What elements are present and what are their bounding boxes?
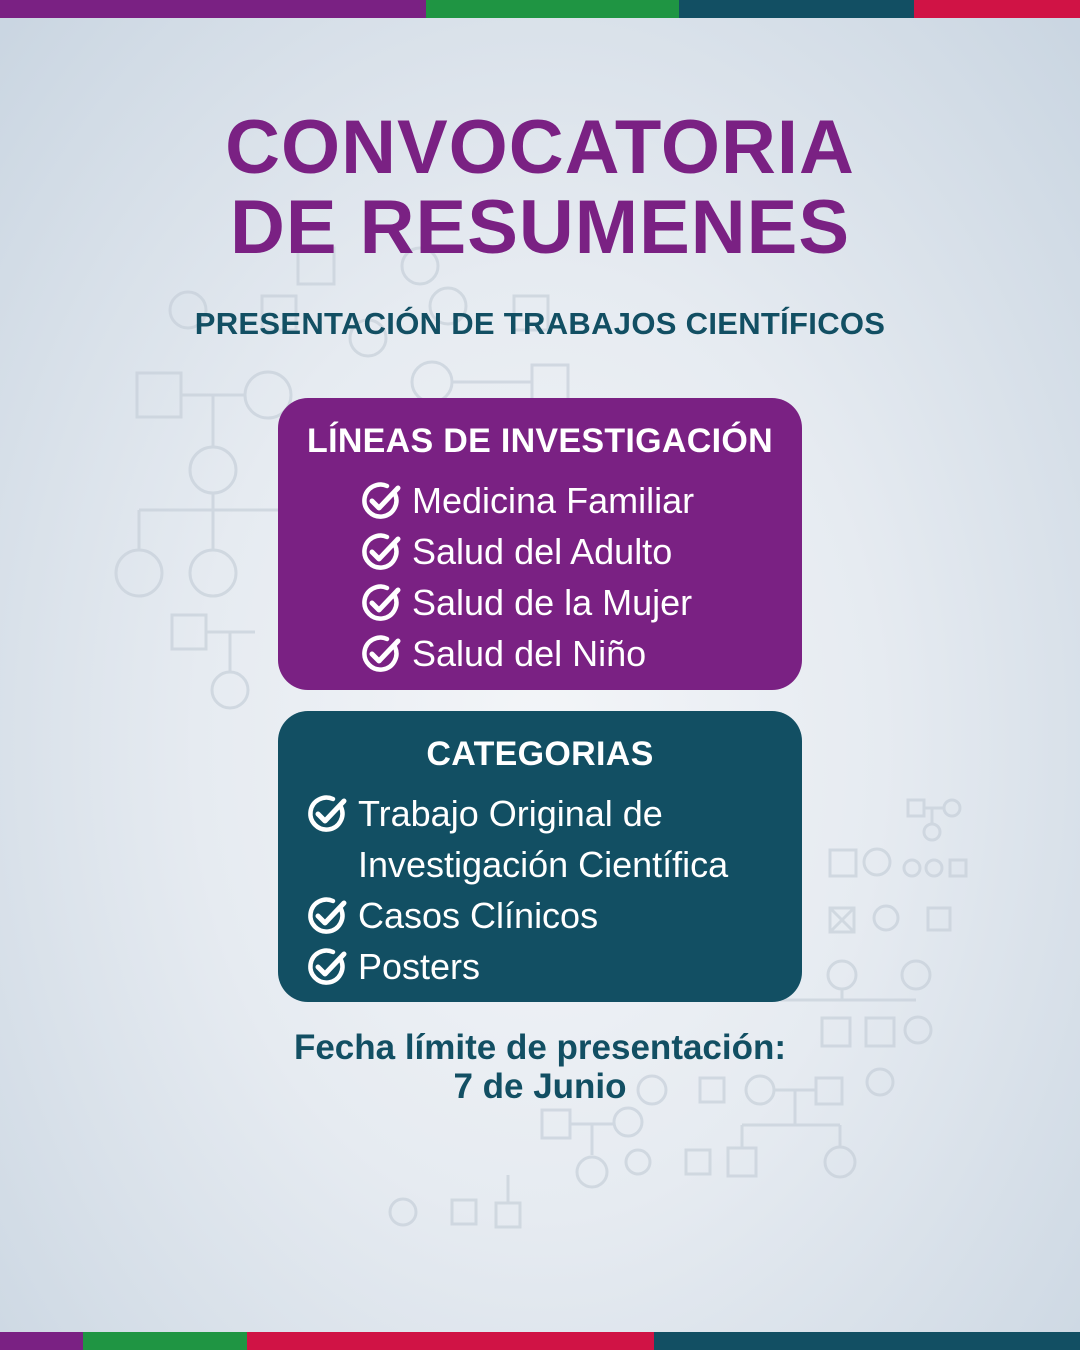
list-item xyxy=(306,890,802,941)
stripe-teal xyxy=(654,1332,1080,1350)
list-item-label: Casos Clínicos xyxy=(358,895,599,936)
check-circle-icon xyxy=(360,633,402,675)
stripe-green xyxy=(426,0,679,18)
list-item xyxy=(360,577,802,628)
list-item xyxy=(360,526,802,577)
check-circle-icon xyxy=(306,793,348,835)
bottom-color-stripe xyxy=(0,1332,1080,1350)
research-lines-title: LÍNEAS DE INVESTIGACIÓN xyxy=(307,422,773,460)
list-item-label: Salud del Niño xyxy=(412,633,647,674)
deadline-date: 7 de Junio xyxy=(453,1067,627,1106)
stripe-red xyxy=(247,1332,654,1350)
stripe-purple xyxy=(0,1332,83,1350)
check-circle-icon xyxy=(360,480,402,522)
categories-title: CATEGORIAS xyxy=(426,735,654,773)
list-item-label: Posters xyxy=(358,946,481,987)
category-line-1: Trabajo Original de xyxy=(358,793,663,834)
check-circle-icon xyxy=(360,531,402,573)
stripe-red xyxy=(914,0,1080,18)
list-item xyxy=(306,941,802,992)
check-circle-icon xyxy=(306,946,348,988)
category-line-2: Investigación Científica xyxy=(358,844,729,885)
list-item-label xyxy=(358,788,728,890)
categories-list xyxy=(278,788,802,992)
categories-panel xyxy=(278,711,802,1002)
page-subtitle: PRESENTACIÓN DE TRABAJOS CIENTÍFICOS xyxy=(194,306,886,341)
list-item xyxy=(360,628,802,679)
page-title xyxy=(0,105,1080,270)
check-circle-icon xyxy=(306,895,348,937)
top-color-stripe xyxy=(0,0,1080,18)
research-lines-panel xyxy=(278,398,802,690)
stripe-teal xyxy=(679,0,914,18)
title-line-1: CONVOCATORIA xyxy=(225,105,855,190)
title-line-2: DE RESUMENES xyxy=(229,185,851,270)
list-item xyxy=(360,475,802,526)
deadline-label: Fecha límite de presentación: xyxy=(293,1028,787,1067)
list-item-label: Medicina Familiar xyxy=(412,480,695,521)
list-item xyxy=(306,788,802,890)
deadline-text xyxy=(0,1028,1080,1106)
list-item-label: Salud de la Mujer xyxy=(412,582,693,623)
check-circle-icon xyxy=(360,582,402,624)
research-lines-list xyxy=(278,475,802,679)
list-item-label: Salud del Adulto xyxy=(412,531,673,572)
stripe-purple xyxy=(0,0,426,18)
stripe-green xyxy=(83,1332,247,1350)
